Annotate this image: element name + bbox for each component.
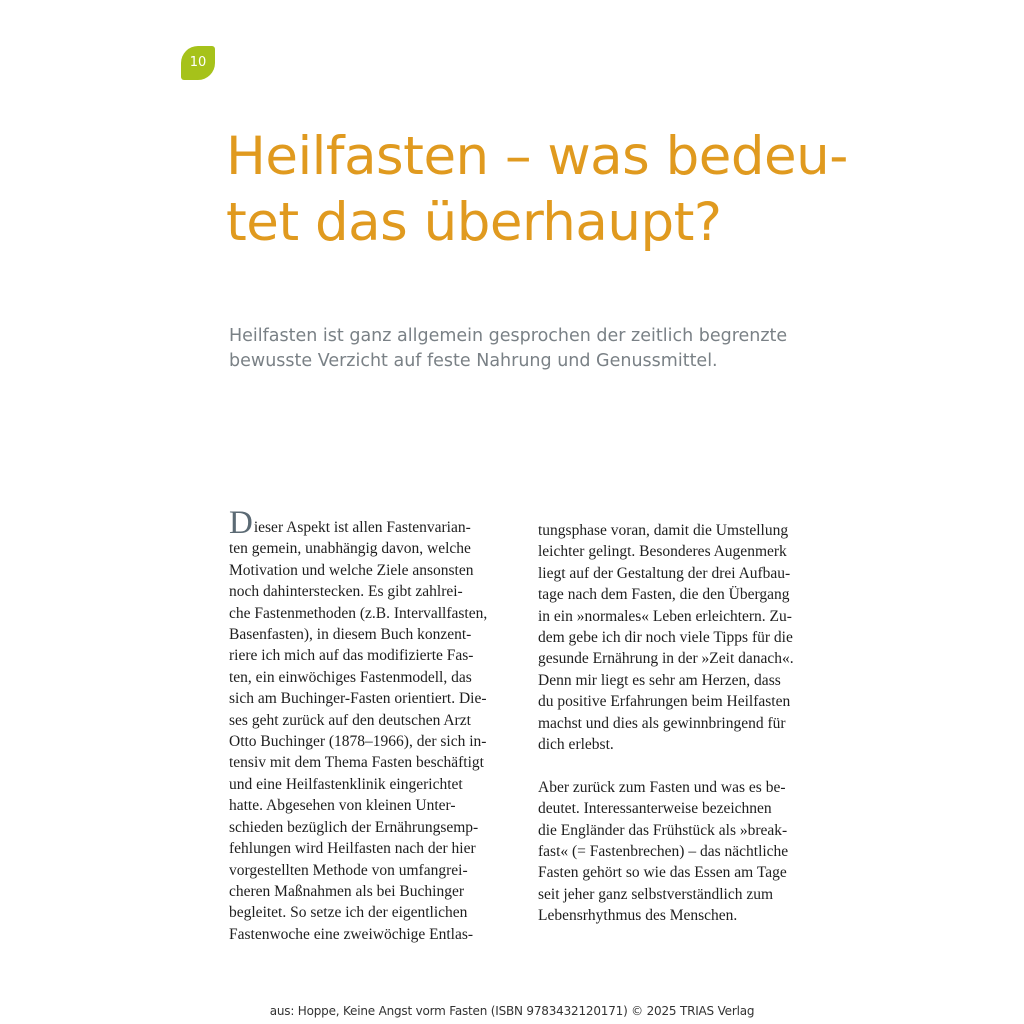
- body-line: sich am Buchinger-Fasten orientiert. Die-: [229, 690, 487, 708]
- lead-paragraph: [229, 324, 829, 374]
- body-line: die Engländer das Frühstück als »break-: [538, 821, 788, 839]
- body-paragraph: [229, 505, 519, 945]
- body-line: begleitet. So setze ich der eigentlichen: [229, 904, 468, 922]
- body-line: tungsphase voran, damit die Umstellung: [538, 522, 789, 539]
- chapter-title-line: Heilfasten – was bedeu-: [226, 126, 848, 187]
- body-line: tage nach dem Fasten, die den Übergang: [538, 586, 790, 604]
- body-line: hatte. Abgesehen von kleinen Unter-: [229, 797, 456, 815]
- body-line: in ein »normales« Leben erleichtern. Zu-: [538, 607, 792, 625]
- body-line: Lebensrhythmus des Menschen.: [538, 907, 738, 925]
- body-line: riere ich mich auf das modifizierte Fas-: [229, 647, 474, 665]
- body-column-right: [538, 520, 828, 927]
- body-line: Denn mir liegt es sehr am Herzen, dass: [538, 671, 781, 689]
- body-line: Aber zurück zum Fasten und was es be-: [538, 778, 786, 796]
- body-line: du positive Erfahrungen beim Heilfasten: [538, 693, 791, 711]
- body-line: ses geht zurück auf den deutschen Arzt: [229, 711, 471, 729]
- lead-line: bewusste Verzicht auf feste Nahrung und Genussmittel.: [229, 351, 718, 371]
- body-line: Otto Buchinger (1878–1966), der sich in-: [229, 733, 487, 751]
- body-line: machst und dies als gewinnbringend für: [538, 714, 786, 732]
- paragraph-gap: [538, 755, 828, 776]
- body-paragraph: [538, 520, 828, 755]
- body-line: che Fastenmethoden (z.B. Intervallfasten,: [229, 604, 488, 622]
- body-line: fehlungen wird Heilfasten nach der hier: [229, 840, 476, 858]
- body-line: cheren Maßnahmen als bei Buchinger: [229, 882, 464, 900]
- body-line: fast« (= Fastenbrechen) – das nächtliche: [538, 843, 789, 861]
- body-line: Fastenwoche eine zweiwöchige Entlas-: [229, 925, 474, 943]
- body-line: leichter gelingt. Besonderes Augenmerk: [538, 543, 787, 561]
- body-line: tensiv mit dem Thema Fasten beschäftigt: [229, 754, 484, 772]
- chapter-title: [226, 124, 866, 256]
- body-line: ten gemein, unabhängig davon, welche: [229, 540, 471, 558]
- body-line: deutet. Interessanterweise bezeichnen: [538, 800, 772, 818]
- body-line: [229, 505, 519, 541]
- lead-line: Heilfasten ist ganz allgemein gesprochen der zeitlich begrenzte: [229, 326, 788, 346]
- body-line: ten, ein einwöchiges Fastenmodell, das: [229, 668, 472, 686]
- body-line: dem gebe ich dir noch viele Tipps für die: [538, 629, 793, 647]
- body-line: Fasten gehört so wie das Essen am Tage: [538, 864, 787, 882]
- body-column-left: [229, 505, 519, 945]
- drop-cap: D: [229, 505, 253, 541]
- copyright-footer: aus: Hoppe, Keine Angst vorm Fasten (ISBN 9783432120171) © 2025 TRIAS Verlag: [269, 1004, 755, 1018]
- body-line: seit jeher ganz selbstverständlich zum: [538, 885, 774, 903]
- body-line: vorgestellten Methode von umfangrei-: [229, 861, 468, 879]
- body-line: schieden bezüglich der Ernährungsemp-: [229, 818, 479, 836]
- body-line: Basenfasten), in diesem Buch konzent-: [229, 626, 472, 644]
- body-line: gesunde Ernährung in der »Zeit danach«.: [538, 650, 794, 668]
- body-line-text: ieser Aspekt ist allen Fastenvarian-: [253, 519, 471, 536]
- body-line: noch dahinterstecken. Es gibt zahlrei-: [229, 583, 463, 601]
- body-line: und eine Heilfastenklinik eingerichtet: [229, 775, 463, 793]
- body-line: dich erlebst.: [538, 736, 614, 754]
- chapter-title-line: tet das überhaupt?: [226, 192, 722, 253]
- body-line: Motivation und welche Ziele ansonsten: [229, 561, 474, 579]
- body-line: liegt auf der Gestaltung der drei Aufbau-: [538, 564, 791, 582]
- body-paragraph: [538, 777, 828, 927]
- page-number-badge: 10: [181, 46, 215, 80]
